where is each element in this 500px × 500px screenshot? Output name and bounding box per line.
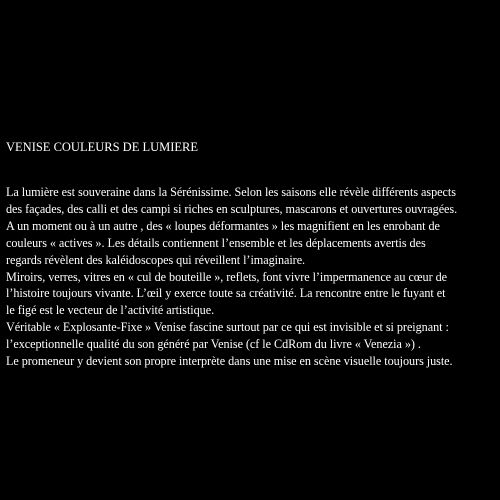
body-line-11: Le promeneur y devient son propre interprète dans une mise en scène visuelle toujours juste. bbox=[6, 354, 453, 369]
body-line-5: regards révèlent des kaléidoscopes qui réveillent l’imaginaire. bbox=[6, 252, 306, 267]
document-body bbox=[6, 184, 498, 370]
body-line-8: le figé est le vecteur de l’activité artistique. bbox=[6, 303, 215, 318]
body-line-1: La lumière est souveraine dans la Sérénissime. Selon les saisons elle révèle différents aspects bbox=[6, 185, 456, 199]
body-line-2: des façades, des calli et des campi si riches en sculptures, mascarons et ouvertures ouvragées. bbox=[6, 201, 458, 216]
body-line-3: A un moment ou à un autre , des « loupes déformantes » les magnifient en les enrobant de bbox=[6, 218, 440, 233]
body-line-7: l’histoire toujours vivante. L’œil y exerce toute sa créativité. La rencontre entre le fuyant et bbox=[6, 286, 446, 301]
body-line-4: couleurs « actives ». Les détails contiennent l’ensemble et les déplacements avertis des bbox=[6, 235, 426, 250]
body-line-10: l’exceptionnelle qualité du son généré par Venise (cf le CdRom du livre « Venezia ») . bbox=[6, 337, 421, 352]
body-line-9: Véritable « Explosante-Fixe » Venise fascine surtout par ce qui est invisible et si preignant : bbox=[6, 320, 449, 335]
document-title: VENISE COULEURS DE LUMIERE bbox=[6, 140, 199, 154]
body-line-6: Miroirs, verres, vitres en « cul de bouteille », reflets, font vivre l’impermanence au cœur de bbox=[6, 269, 448, 284]
